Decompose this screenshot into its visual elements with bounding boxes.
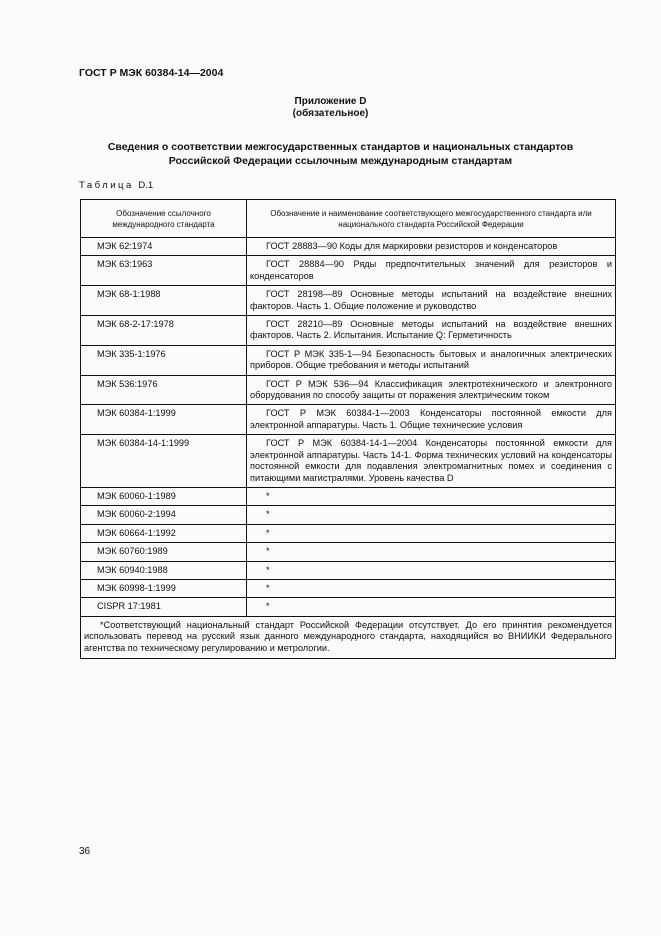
reference-cell: МЭК 60384-14-1:1999 — [81, 435, 247, 488]
national-standard-cell: * — [247, 561, 616, 579]
national-standard-cell: ГОСТ Р МЭК 335-1—94 Безопасность бытовых и аналогичных электрических приборов. Общие требования и методы испытаний — [247, 345, 616, 375]
table-row — [81, 238, 616, 256]
reference-cell: МЭК 60664-1:1992 — [81, 524, 247, 542]
document-header: ГОСТ Р МЭК 60384-14—2004 — [79, 67, 224, 79]
reference-cell: МЭК 60060-1:1989 — [81, 487, 247, 505]
table-row — [81, 256, 616, 286]
table-row — [81, 487, 616, 505]
table-label-number: D.1 — [138, 180, 154, 191]
appendix-heading — [0, 96, 661, 120]
reference-cell: МЭК 68-2-17:1978 — [81, 316, 247, 346]
table-row — [81, 561, 616, 579]
section-title-line-1: Сведения о соответствии межгосударственных стандартов и национальных стандартов — [107, 141, 574, 153]
national-standard-cell: * — [247, 487, 616, 505]
section-title — [60, 140, 621, 168]
table-row — [81, 524, 616, 542]
page-number: 36 — [79, 846, 91, 857]
table-footnote: *Соответствующий национальный стандарт Российской Федерации отсутствует. До его принятия рекомендуется использовать перевод на русский язык данного международного стандарта, находящийся во ВНИИКИ Федерального агентства по техническому регулированию и метрологии. — [81, 616, 616, 658]
national-standard-cell: * — [247, 524, 616, 542]
table-row — [81, 506, 616, 524]
table-row — [81, 405, 616, 435]
table-row — [81, 375, 616, 405]
table-label — [79, 180, 153, 191]
national-standard-cell: ГОСТ 28198—89 Основные методы испытаний на воздействие внешних факторов. Часть 1. Общие положение и руководство — [247, 286, 616, 316]
national-standard-cell: ГОСТ 28210—89 Основные методы испытаний на воздействие внешних факторов. Часть 2. Испытания. Испытание Q: Герметичность — [247, 316, 616, 346]
reference-cell: МЭК 62:1974 — [81, 238, 247, 256]
national-standard-cell: ГОСТ Р МЭК 60384-14-1—2004 Конденсаторы постоянной емкости для электронной аппаратуры. Часть 14-1. Форма технических условий на конденсаторы постоянной емкости для подавления электромагнитных помех и соединения с питающими магистралями. Уровень качества D — [247, 435, 616, 488]
national-standard-cell: ГОСТ Р МЭК 536—94 Классификация электротехнического и электронного оборудования по способу защиты от поражения электрическим током — [247, 375, 616, 405]
reference-cell: МЭК 60940:1988 — [81, 561, 247, 579]
table-row — [81, 435, 616, 488]
appendix-subtitle: (обязательное) — [292, 108, 369, 119]
national-standard-cell: ГОСТ Р МЭК 60384-1—2003 Конденсаторы постоянной емкости для электронной аппаратуры. Часть 1. Общие технические условия — [247, 405, 616, 435]
table-header-row — [81, 200, 616, 238]
national-standard-cell: ГОСТ 28883—90 Коды для маркировки резисторов и конденсаторов — [247, 238, 616, 256]
national-standard-cell: ГОСТ 28884—90 Ряды предпочтительных значений для резисторов и конденсаторов — [247, 256, 616, 286]
reference-cell: МЭК 63:1963 — [81, 256, 247, 286]
reference-cell: МЭК 60384-1:1999 — [81, 405, 247, 435]
reference-cell: МЭК 335-1:1976 — [81, 345, 247, 375]
national-standard-cell: * — [247, 598, 616, 616]
table-row — [81, 598, 616, 616]
national-standard-cell: * — [247, 506, 616, 524]
reference-cell: МЭК 60998-1:1999 — [81, 579, 247, 597]
standards-table — [80, 199, 616, 659]
table-row — [81, 579, 616, 597]
table-row — [81, 345, 616, 375]
section-title-line-2: Российской Федерации ссылочным международным стандартам — [168, 155, 513, 167]
table-label-word: Таблица — [79, 180, 134, 191]
national-standard-cell: * — [247, 543, 616, 561]
reference-cell: CISPR 17:1981 — [81, 598, 247, 616]
appendix-title: Приложение D — [294, 96, 367, 107]
table-row — [81, 543, 616, 561]
column-header-reference: Обозначение ссылочного международного стандарта — [81, 200, 247, 238]
reference-cell: МЭК 60060-2:1994 — [81, 506, 247, 524]
reference-cell: МЭК 536:1976 — [81, 375, 247, 405]
reference-cell: МЭК 68-1:1988 — [81, 286, 247, 316]
table-row — [81, 316, 616, 346]
column-header-national: Обозначение и наименование соответствующего межгосударственного стандарта или национального стандарта Российской Федерации — [247, 200, 616, 238]
reference-cell: МЭК 60760:1989 — [81, 543, 247, 561]
national-standard-cell: * — [247, 579, 616, 597]
table-footnote-row — [81, 616, 616, 658]
table-row — [81, 286, 616, 316]
